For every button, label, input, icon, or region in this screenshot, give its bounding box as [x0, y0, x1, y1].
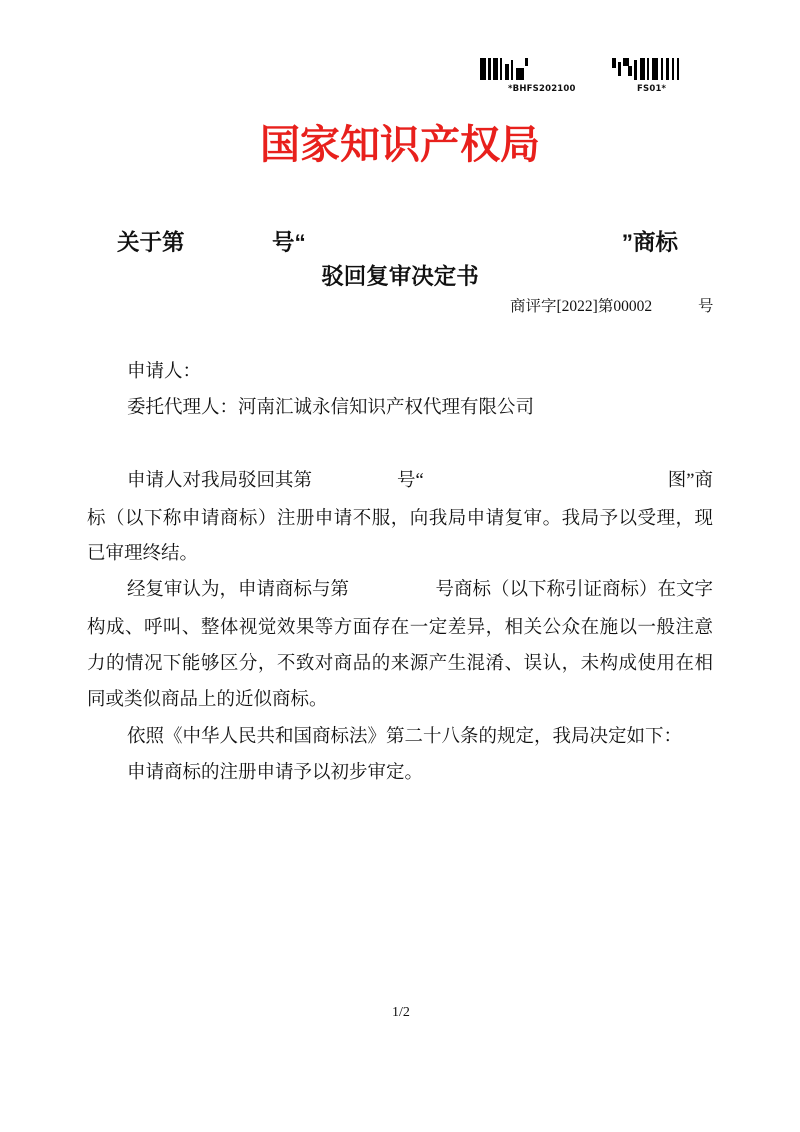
paragraph-2-line-1b: 号商标（以下称引证商标）在文字 [435, 580, 713, 600]
applicant-label: 申请人： [127, 362, 202, 382]
barcode-bar [634, 60, 637, 80]
paragraph-4: 申请商标的注册申请予以初步审定。 [127, 763, 424, 783]
barcode-bar [623, 58, 629, 66]
barcode-text-left: *BHFS202100 [508, 84, 576, 94]
paragraph-2-line-3: 力的情况下能够区分，不致对商品的来源产生混淆、误认，未构成使用在相 [87, 654, 713, 674]
barcode-bar [618, 62, 621, 76]
barcode-bar [666, 58, 669, 80]
heading-subtitle: 驳回复审决定书 [321, 264, 479, 289]
paragraph-1-line-1a: 申请人对我局驳回其第 [127, 471, 313, 491]
barcode-bar [612, 58, 616, 68]
paragraph-2-line-1a: 经复审认为，申请商标与第 [127, 580, 350, 600]
paragraph-2-line-4: 同或类似商品上的近似商标。 [87, 690, 328, 710]
barcode-bar [525, 58, 528, 66]
barcode-bar [505, 64, 509, 80]
barcode-bar [480, 58, 486, 80]
paragraph-3: 依照《中华人民共和国商标法》第二十八条的规定，我局决定如下： [127, 727, 683, 747]
barcode-bar [647, 58, 649, 80]
paragraph-1-line-3: 已审理终结。 [87, 544, 199, 564]
barcode-bar [661, 58, 663, 80]
barcode-bar [640, 58, 645, 80]
barcode-bar [511, 60, 513, 80]
barcode-bar [628, 66, 632, 76]
barcode-bar [500, 58, 502, 80]
barcode-bar [652, 58, 658, 80]
heading-prefix: 关于第 [117, 230, 185, 255]
barcode [478, 58, 684, 82]
paragraph-1-line-1c: 图”商 [667, 471, 713, 491]
heading-number-suffix: 号“ [272, 230, 306, 255]
barcode-bar [516, 68, 524, 80]
barcode-text-right: FS01* [637, 84, 667, 94]
barcode-bar [677, 58, 679, 80]
heading-suffix: ”商标 [621, 230, 678, 255]
reference-number: 商评字[2022]第00002 [510, 298, 653, 315]
paragraph-1-line-2: 标（以下称申请商标）注册申请不服，向我局申请复审。我局予以受理，现 [87, 509, 713, 529]
agent-line: 委托代理人：河南汇诚永信知识产权代理有限公司 [127, 398, 535, 418]
paragraph-2-line-2: 构成、呼叫、整体视觉效果等方面存在一定差异，相关公众在施以一般注意 [87, 618, 713, 638]
barcode-bar [488, 58, 491, 80]
barcode-bar [672, 58, 674, 80]
paragraph-1-line-1b: 号“ [397, 471, 424, 491]
page-title: 国家知识产权局 [260, 123, 540, 167]
page-number: 1/2 [392, 1005, 410, 1020]
reference-suffix: 号 [698, 298, 714, 315]
barcode-bar [493, 58, 498, 80]
